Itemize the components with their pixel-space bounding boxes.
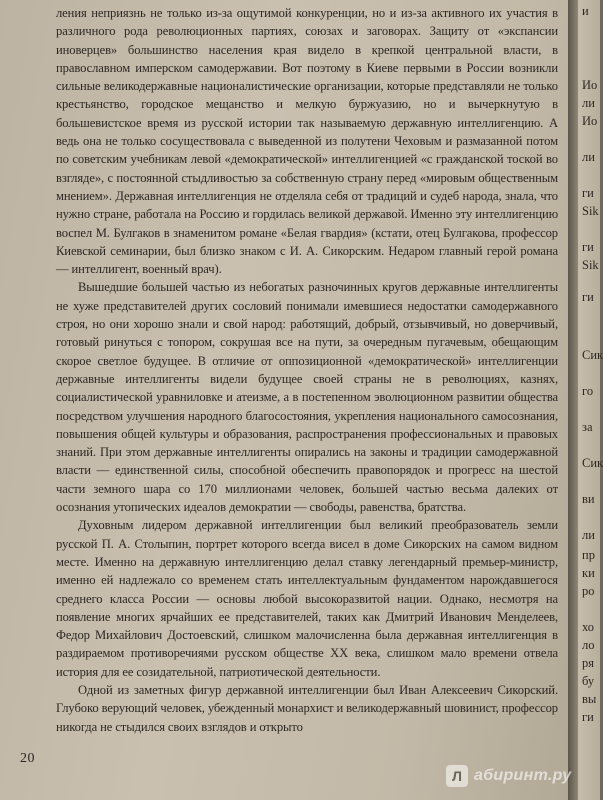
right-page-fragment: Ио	[582, 78, 598, 92]
right-page-fragment: ло	[582, 638, 595, 652]
right-page-fragment: и	[582, 4, 589, 18]
right-page-fragment: ро	[582, 584, 595, 598]
right-page-fragment: Сик	[582, 456, 603, 470]
paragraph-4: Одной из заметных фигур державной интеллигенции был Иван Алексеевич Сикорский. Глубоко верующий человек, убежденный монархист и великодержавный шовинист, профессор никогда не стыдился своих взглядов и открыто	[56, 682, 558, 734]
right-page-fragment: ги	[582, 186, 594, 200]
right-page-fragment: Sik	[582, 204, 599, 218]
right-page-fragment: ли	[582, 96, 595, 110]
labirint-watermark	[446, 761, 596, 791]
right-page-fragment: пр	[582, 548, 595, 562]
right-page-fragment: бу	[582, 674, 595, 688]
watermark-text: абиринт.ру	[474, 767, 572, 784]
right-page-fragment: ви	[582, 492, 595, 506]
right-page-fragment: Сик	[582, 348, 603, 362]
right-page-fragment: го	[582, 384, 594, 398]
right-page-fragment: ли	[582, 528, 595, 542]
paragraph-2: Вышедшие большей частью из небогатых разночинных кругов державные интеллигенты не хуже представителей других сословий понимали имевшиеся недостатки самодержавного строя, но они хорошо знали и свой народ: работящий, добрый, отзывчивый, но доверчивый, готовый ринуться с топором, сокрушая все на пути, за очередным пугачевым, обещающим скорое светлое будущее. В отличие от оппозиционной «демократической» интеллигенции державные интеллигенты видели будущее своей страны не в революциях, казнях, социалистической уравниловке и атеизме, а в постепенном эволюционном развитии общества посредством улучшения народного благосостояния, укрепления национального самосознания, повышения общей культуры и образования, распространения профессиональных и правовых знаний. При этом державные интеллигенты опирались на законы и традиции самодержавной власти — единственной силы, способной обеспечить правопорядок и прогресс на шестой части земного шара со 170 миллионами человек, большей частью весьма далеких от осознания утопических идеалов демократии — свободы, равенства, братства.	[56, 280, 558, 515]
book-spine	[568, 0, 578, 800]
right-page-fragment: ки	[582, 566, 595, 580]
right-page-fragment: хо	[582, 620, 595, 634]
paragraph-3: Духовным лидером державной интеллигенции был великий преобразователь земли русской П. А. Столыпин, портрет которого всегда висел в доме Сикорских на самом видном месте. Именно на державную интеллигенцию делал ставку легендарный премьер-министр, именно ей надлежало со временем стать интеллектуальным фундаментом нарождавшегося среднего класса России — основы любой высокоразвитой нации. Однако, несмотря на появление многих ярчайших ее представителей, таких как Дмитрий Иванович Менделеев, Федор Михайлович Достоевский, слишком малочисленна была державная интеллигенция в раздираемом противоречиями русском обществе XX века, слишком мало времени отвела история для ее созидательной, патриотической деятельности.	[56, 518, 558, 679]
right-page-fragment: ги	[582, 710, 594, 724]
page-number: 20	[20, 751, 35, 766]
paragraph-1: ления неприязнь не только из-за ощутимой конкуренции, но и из-за активного их участия в различного рода революционных партиях, союзах и заговорах. Защиту от «экспансии иноверцев» большинство населения края видело в крепкой центральной власти, в православном имперском самодержавии. Вот поэтому в Киеве первыми в России возникли сильные великодержавные националистические организации, которые представляли не только крестьянство, городское мещанство и мелкую буржуазию, но и вычеркнутую в большевистское время из русской истории так называемую державную интеллигенцию. А ведь она не только сосуществовала с выведенной из полутени Чеховым и размазанной потом по советским учебникам левой «демократической» интеллигенцией «с гражданской тоской во взгляде», с постоянной стыдливостью за собственную страну перед «мировым общественным мнением». Державная интеллигенция не отделяла себя от традиций и судеб народа, знала, что нужно стране, работала на Россию и гордилась великой державой. Именно эту интеллигенцию воспел М. Булгаков в знаменитом романе «Белая гвардия» (кстати, отец Булгакова, профессор Киевской семинарии, был близко знаком с И. А. Сикорским. Недаром главный герой романа — интеллигент, военный врач).	[56, 6, 558, 277]
right-page-edge	[578, 0, 603, 800]
page-text	[56, 4, 558, 736]
right-page-fragment: вы	[582, 692, 597, 706]
right-page-fragment: ли	[582, 150, 595, 164]
right-page-fragment: ря	[582, 656, 594, 670]
labirint-logo-icon: Л	[446, 765, 468, 787]
right-page-fragment: ги	[582, 240, 594, 254]
right-page-fragment: Ио	[582, 114, 598, 128]
right-page-fragment: за	[582, 420, 593, 434]
right-page-fragment: ги	[582, 290, 594, 304]
right-page-fragment: Sik	[582, 258, 599, 272]
